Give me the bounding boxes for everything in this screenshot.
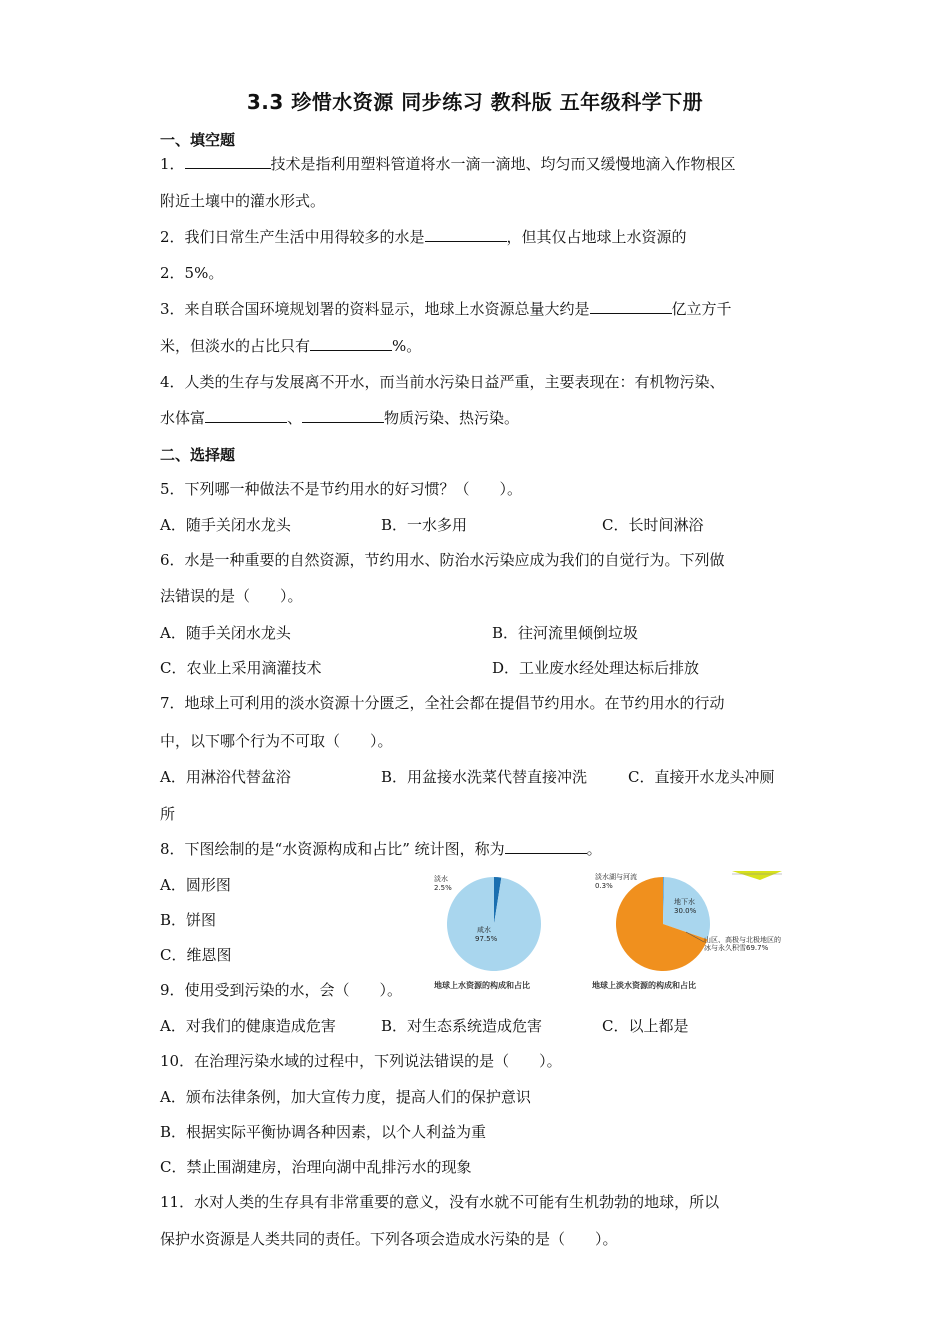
q2-line1 bbox=[160, 226, 687, 247]
chart1-slice-1 bbox=[447, 877, 541, 971]
q9-option-a[interactable]: A．对我们的健康造成危害 bbox=[160, 1017, 336, 1035]
q10-option-c[interactable]: C．禁止围湖建房，治理向湖中乱排污水的现象 bbox=[160, 1158, 472, 1176]
q3-text: 3．来自联合国环境规划署的资料显示，地球上水资源总量大约是 bbox=[160, 300, 590, 318]
q6-option-a[interactable]: A．随手关闭水龙头 bbox=[160, 624, 291, 642]
q6-option-b[interactable]: B．往河流里倾倒垃圾 bbox=[492, 624, 639, 642]
chart2-ice-label-wrap bbox=[704, 936, 784, 970]
q4-blank-2[interactable] bbox=[302, 408, 384, 423]
pie-chart-water bbox=[447, 877, 541, 971]
q1-line1 bbox=[160, 153, 736, 174]
q1-text: 技术是指利用塑料管道将水一滴一滴地、均匀而又缓慢地滴入作物根区 bbox=[270, 155, 736, 173]
q10-option-b[interactable]: B．根据实际平衡协调各种因素，以个人利益为重 bbox=[160, 1123, 487, 1141]
q5-option-c[interactable]: C．长时间淋浴 bbox=[602, 516, 704, 534]
q4-line1: 4．人类的生存与发展离不开水，而当前水污染日益严重，主要表现在：有机物污染、 bbox=[160, 373, 725, 391]
section-fill-heading: 一、填空题 bbox=[160, 131, 236, 149]
chart1-label-saltwater: 咸水 bbox=[477, 926, 491, 934]
q2-text: 2．我们日常生产生活中用得较多的水是 bbox=[160, 228, 425, 246]
page-title: 3.3 珍惜水资源 同步练习 教科版 五年级科学下册 bbox=[246, 90, 704, 114]
q10-stem: 10．在治理污染水域的过程中，下列说法错误的是（ ）。 bbox=[160, 1052, 562, 1070]
chart2-value-groundwater: 30.0% bbox=[674, 907, 697, 915]
q1-line2: 附近土壤中的灌水形式。 bbox=[160, 192, 326, 210]
q2-line2: 2．5%。 bbox=[160, 264, 224, 282]
q5-option-b[interactable]: B．一水多用 bbox=[381, 516, 468, 534]
q7-option-c[interactable]: C．直接开水龙头冲厕 bbox=[628, 768, 775, 786]
q6-line2: 法错误的是（ ）。 bbox=[160, 587, 303, 605]
q6-line1: 6．水是一种重要的自然资源，节约用水、防治水污染应成为我们的自觉行为。下列做 bbox=[160, 551, 725, 569]
q7-option-b[interactable]: B．用盆接水洗菜代替直接冲洗 bbox=[381, 768, 588, 786]
chart2-value-ice: 69.7% bbox=[746, 944, 769, 952]
q10-option-a[interactable]: A．颁布法律条例，加大宣传力度，提高人们的保护意识 bbox=[160, 1088, 531, 1106]
q7-option-c-wrap: 所 bbox=[160, 805, 176, 823]
chart2-label-groundwater: 地下水 bbox=[674, 898, 695, 906]
q11-line2: 保护水资源是人类共同的责任。下列各项会造成水污染的是（ ）。 bbox=[160, 1230, 618, 1248]
q3-line1 bbox=[160, 298, 732, 319]
q3-line2 bbox=[160, 335, 421, 356]
q8-option-a[interactable]: A．圆形图 bbox=[160, 876, 231, 894]
chart2-caption: 地球上淡水资源的构成和占比 bbox=[592, 981, 696, 990]
q9-option-b[interactable]: B．对生态系统造成危害 bbox=[381, 1017, 543, 1035]
q8-option-c[interactable]: C．维恩图 bbox=[160, 946, 232, 964]
decorative-corner-icon bbox=[732, 871, 782, 880]
chart1-label-freshwater: 淡水 bbox=[434, 875, 448, 883]
q7-line2: 中，以下哪个行为不可取（ ）。 bbox=[160, 732, 393, 750]
chart2-label-lakes: 淡水湖与河流 bbox=[595, 873, 637, 881]
q7-option-a[interactable]: A．用淋浴代替盆浴 bbox=[160, 768, 291, 786]
q4-blank-1[interactable] bbox=[205, 408, 287, 423]
q4-text-a: 水体富 bbox=[160, 409, 206, 427]
chart2-label-ice-text: 山区、高极与北极地区的冰与永久积雪 bbox=[704, 936, 781, 952]
q8-option-b[interactable]: B．饼图 bbox=[160, 911, 217, 929]
q11-line1: 11．水对人类的生存具有非常重要的意义，没有水就不可能有生机勃勃的地球，所以 bbox=[160, 1193, 720, 1211]
q3-line2-end: %。 bbox=[392, 337, 422, 355]
q6-option-c[interactable]: C．农业上采用滴灌技术 bbox=[160, 659, 322, 677]
water-resource-figure bbox=[420, 866, 790, 996]
q9-stem: 9．使用受到污染的水，会（ ）。 bbox=[160, 981, 403, 999]
water-charts-svg bbox=[420, 866, 790, 996]
q8-blank[interactable] bbox=[505, 839, 587, 854]
q1-blank[interactable] bbox=[185, 154, 271, 169]
pie-chart-freshwater bbox=[616, 877, 710, 971]
q4-text-c: 物质污染、热污染。 bbox=[384, 409, 520, 427]
q6-option-d[interactable]: D．工业废水经处理达标后排放 bbox=[492, 659, 700, 677]
q4-sep: 、 bbox=[287, 409, 303, 427]
q7-line1: 7．地球上可利用的淡水资源十分匮乏，全社会都在提倡节约用水。在节约用水的行动 bbox=[160, 694, 725, 712]
chart1-value-saltwater: 97.5% bbox=[475, 935, 498, 943]
q4-line2 bbox=[160, 407, 519, 428]
q3-blank-2[interactable] bbox=[310, 336, 392, 351]
q3-line2-text: 米，但淡水的占比只有 bbox=[160, 337, 311, 355]
chart1-value-freshwater: 2.5% bbox=[434, 884, 452, 892]
q3-text-rest: 亿立方千 bbox=[671, 300, 732, 318]
q5-stem: 5．下列哪一种做法不是节约用水的好习惯？（ ）。 bbox=[160, 480, 523, 498]
chart2-label-ice bbox=[704, 936, 784, 952]
section-choice-heading: 二、选择题 bbox=[160, 446, 236, 464]
q9-option-c[interactable]: C．以上都是 bbox=[602, 1017, 689, 1035]
q8-text: 8．下图绘制的是“水资源构成和占比” 统计图，称为 bbox=[160, 840, 505, 858]
q8-end: 。 bbox=[586, 840, 602, 858]
q2-blank[interactable] bbox=[425, 227, 507, 242]
q1-number: 1． bbox=[160, 155, 185, 173]
q2-text-rest: ，但其仅占地球上水资源的 bbox=[506, 228, 687, 246]
chart1-caption: 地球上水资源的构成和占比 bbox=[434, 981, 530, 990]
q5-option-a[interactable]: A．随手关闭水龙头 bbox=[160, 516, 291, 534]
q3-blank-1[interactable] bbox=[590, 299, 672, 314]
q8-stem bbox=[160, 838, 602, 859]
chart2-value-lakes: 0.3% bbox=[595, 882, 613, 890]
